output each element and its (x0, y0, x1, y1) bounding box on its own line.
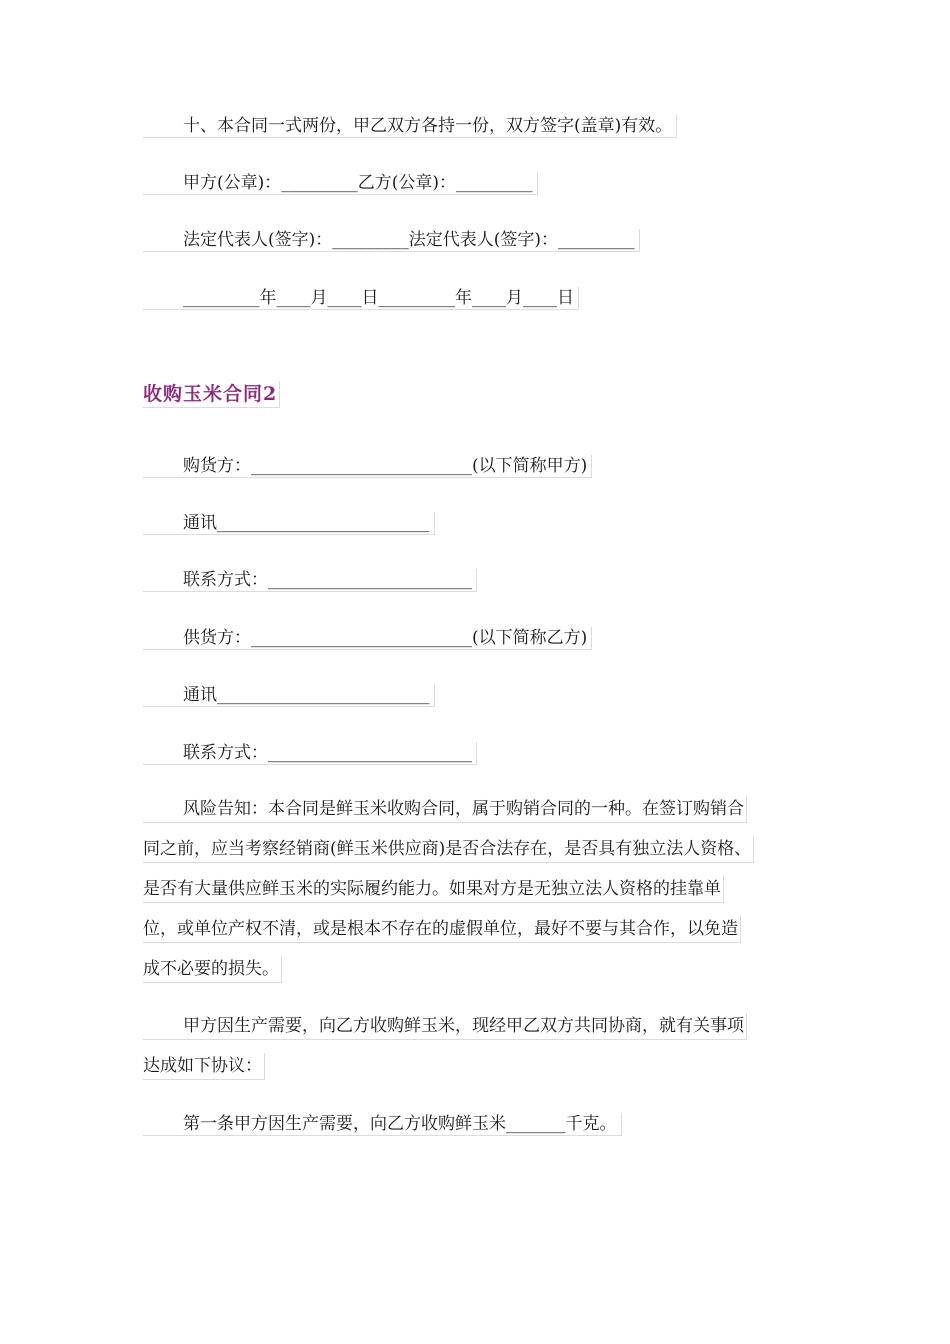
seller-address-line (143, 684, 435, 707)
seller-contact-line (143, 742, 477, 765)
clause-ten-text: 十、本合同一式两份，甲乙双方各持一份，双方签字(盖章)有效。 (183, 116, 673, 136)
seller-line (143, 627, 592, 650)
buyer-contact-line (143, 569, 477, 592)
risk-row (143, 789, 754, 829)
risk-text-4: 位，或单位产权不清，或是根本不存在的虚假单位，最好不要与其合作，以免造 (143, 919, 738, 939)
intro-row (143, 1046, 747, 1086)
risk-row (143, 909, 754, 949)
party-seal-line (143, 172, 538, 195)
risk-text-5: 成不必要的损失。 (143, 959, 279, 979)
date-line (143, 287, 579, 310)
risk-text-3: 是否有大量供应鲜玉米的实际履约能力。如果对方是无独立法人资格的挂靠单 (143, 879, 721, 899)
party-seal-text: 甲方(公章)：_________乙方(公章)：_________ (183, 173, 533, 193)
intro-text-1: 甲方因生产需要，向乙方收购鲜玉米，现经甲乙双方共同协商，就有关事项 (183, 1016, 744, 1036)
intro-row (143, 1006, 747, 1046)
buyer-address-text: 通讯_________________________ (183, 513, 430, 533)
risk-text-1: 风险告知：本合同是鲜玉米收购合同，属于购销合同的一种。在签订购销合 (183, 799, 744, 819)
buyer-contact-text: 联系方式：________________________ (183, 570, 472, 590)
section-title: 收购玉米合同2 (143, 381, 280, 408)
risk-text-2: 同之前，应当考察经销商(鲜玉米供应商)是否合法存在，是否具有独立法人资格、 (143, 839, 752, 859)
seller-contact-text: 联系方式：________________________ (183, 743, 472, 763)
article-one-text: 第一条甲方因生产需要，向乙方收购鲜玉米_______千克。 (183, 1114, 617, 1134)
buyer-text: 购货方：__________________________(以下简称甲方) (183, 456, 588, 476)
clause-ten (143, 115, 677, 138)
seller-text: 供货方：__________________________(以下简称乙方) (183, 628, 588, 648)
legal-rep-line (143, 229, 640, 252)
date-text: _________年____月____日_________年____月____日 (183, 288, 574, 308)
article-one-line (143, 1113, 622, 1136)
risk-notice (143, 789, 754, 989)
risk-row (143, 869, 754, 909)
legal-rep-text: 法定代表人(签字)：_________法定代表人(签字)：_________ (183, 230, 635, 250)
seller-address-text: 通讯_________________________ (183, 685, 430, 705)
intro-paragraph (143, 1006, 747, 1086)
risk-row (143, 829, 754, 869)
intro-text-2: 达成如下协议： (143, 1056, 262, 1076)
buyer-line (143, 455, 592, 478)
risk-row (143, 949, 754, 989)
buyer-address-line (143, 512, 435, 535)
